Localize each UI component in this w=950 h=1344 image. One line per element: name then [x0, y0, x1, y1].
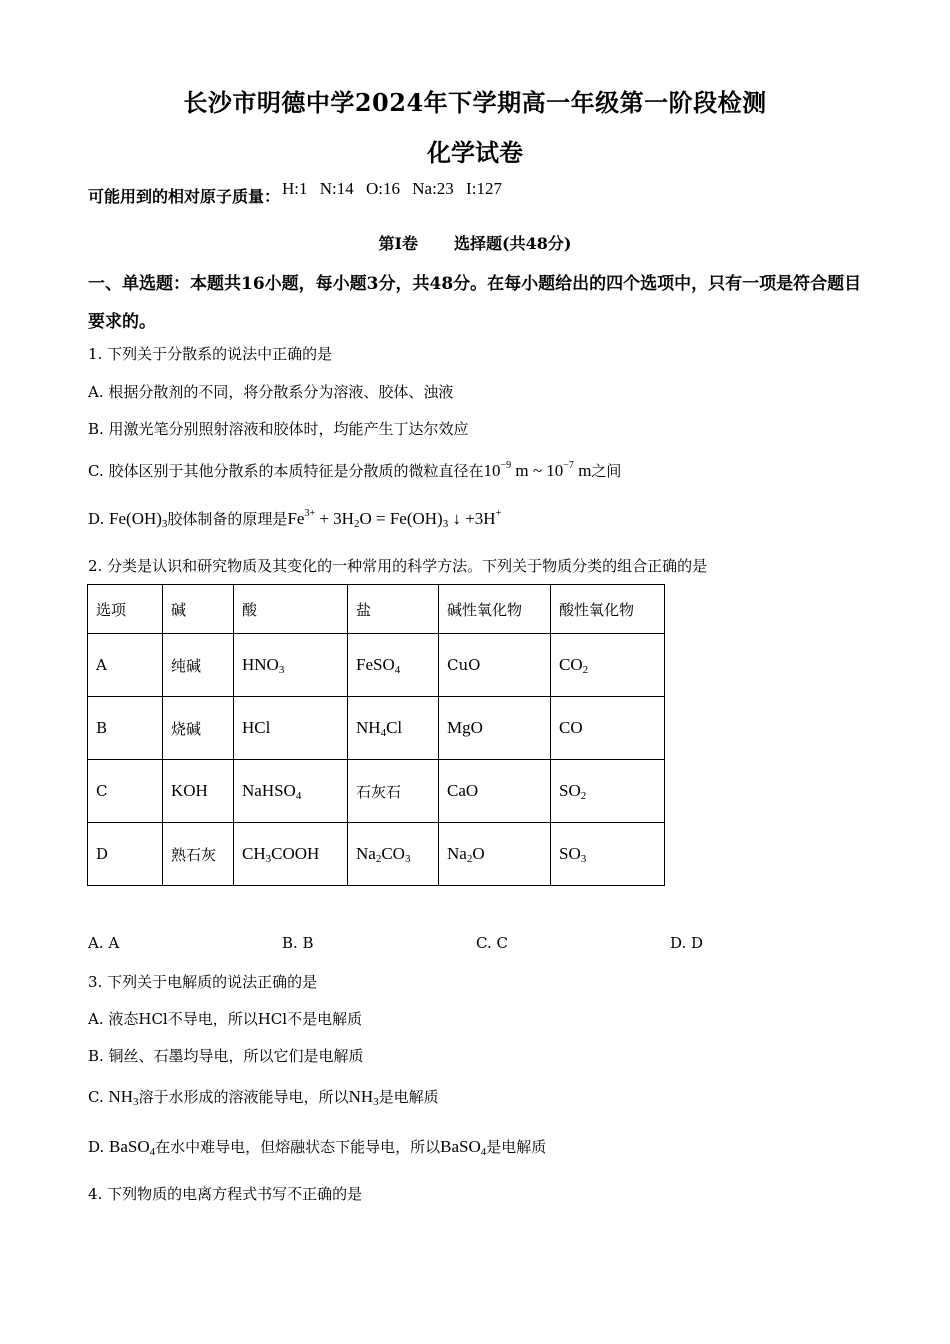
q1-option-d-label: D.	[88, 510, 110, 528]
exam-title: 长沙市明德中学2024年下学期高一年级第一阶段检测	[183, 88, 767, 117]
table-cell: $Na_2O$	[439, 823, 551, 886]
table-cell: 石灰石	[348, 760, 439, 823]
table-cell: 纯碱	[163, 634, 234, 697]
table-cell: CO	[551, 697, 665, 760]
table-cell: $NH_4Cl$	[348, 697, 439, 760]
q3-option-c-text: 溶于水形成的溶液能导电，所以	[138, 1088, 349, 1106]
table-cell: D	[88, 823, 163, 886]
q1-option-c-formula: $10^{-9}$ m ~ $10^{-7}$ m	[483, 460, 592, 480]
table-cell: A	[88, 634, 163, 697]
table-cell: FeSO$_4$	[348, 634, 439, 697]
q1-option-c-suffix: 之间	[591, 462, 622, 480]
q3-option-d-suffix: 是电解质	[486, 1138, 547, 1156]
table-cell: CuO	[439, 634, 551, 697]
q3-option-a: A. 液态HCl不导电，所以HCl不是电解质	[88, 1010, 363, 1028]
q1-option-d	[88, 508, 501, 529]
table-header: 盐	[348, 585, 439, 634]
atomic-masses-values: H:1 N:14 O:16 Na:23 I:127	[282, 179, 502, 198]
q3-option-c-label: C.	[88, 1088, 109, 1106]
table-cell: $CO_2$	[551, 634, 665, 697]
table-cell: 烧碱	[163, 697, 234, 760]
q1-option-c	[88, 460, 621, 481]
table-cell: B	[88, 697, 163, 760]
q2-stem: 2. 分类是认识和研究物质及其变化的一种常用的科学方法。下列关于物质分类的组合正确的是	[88, 557, 708, 575]
q3-option-c	[88, 1086, 439, 1107]
table-row	[88, 823, 665, 886]
q3-stem: 3. 下列关于电解质的说法正确的是	[88, 973, 318, 991]
part-name: 第I卷	[378, 234, 419, 253]
q1-option-a: A. 根据分散剂的不同，将分散系分为溶液、胶体、浊液	[88, 383, 454, 401]
q2-option-b: B. B	[282, 934, 314, 952]
atomic-masses	[88, 179, 502, 207]
q3-option-d	[88, 1136, 546, 1157]
table-row	[88, 697, 665, 760]
table-cell: NaHSO$_4$	[234, 760, 348, 823]
exam-subject: 化学试卷	[427, 138, 523, 167]
q1-option-b: B. 用激光笔分别照射溶液和胶体时，均能产生丁达尔效应	[88, 420, 469, 438]
table-cell: 熟石灰	[163, 823, 234, 886]
q2-option-d: D. D	[670, 934, 704, 952]
q1-option-d-equation: $Fe^{3+} + 3H_2O = Fe(OH)_3$ ↓ +3H+	[287, 508, 502, 530]
table-cell: $HNO_3$	[234, 634, 348, 697]
table-row	[88, 760, 665, 823]
q2-option-a: A. A	[88, 934, 120, 952]
table-header-row	[88, 585, 665, 634]
q4-stem: 4. 下列物质的电离方程式书写不正确的是	[88, 1185, 363, 1203]
table-cell: MgO	[439, 697, 551, 760]
table-header: 碱性氧化物	[439, 585, 551, 634]
q3-option-c-formula: $NH_3$	[108, 1087, 139, 1108]
table-cell: $Na_2CO_3$	[348, 823, 439, 886]
q3-option-d-formula: BaSO$_4$	[109, 1137, 156, 1158]
table-row	[88, 634, 665, 697]
table-cell: $SO_2$	[551, 760, 665, 823]
table-cell: CaO	[439, 760, 551, 823]
section-instructions: 一、单选题：本题共16小题，每小题3分，共48分。在每小题给出的四个选项中，只有一项是符合题目要求的。	[88, 274, 862, 332]
part-title: 选择题(共48分)	[454, 234, 572, 253]
q3-option-d-formula: BaSO$_4$	[440, 1137, 487, 1158]
table-cell: C	[88, 760, 163, 823]
classification-table	[87, 584, 665, 886]
table-header: 选项	[88, 585, 163, 634]
table-cell: HCl	[234, 697, 348, 760]
q3-option-c-suffix: 是电解质	[378, 1088, 439, 1106]
q3-option-b: B. 铜丝、石墨均导电，所以它们是电解质	[88, 1047, 364, 1065]
table-header: 酸性氧化物	[551, 585, 665, 634]
table-cell: $SO_3$	[551, 823, 665, 886]
q1-option-d-formula: $Fe(OH)_3$	[109, 509, 168, 530]
q1-option-d-text: 胶体制备的原理是	[167, 510, 288, 528]
table-cell: $CH_3COOH$	[234, 823, 348, 886]
q1-option-c-text: C. 胶体区别于其他分散系的本质特征是分散质的微粒直径在	[88, 462, 484, 480]
q2-option-c: C. C	[476, 934, 508, 952]
q3-option-c-formula: $NH_3$	[348, 1087, 379, 1108]
q1-stem: 1. 下列关于分散系的说法中正确的是	[88, 345, 333, 363]
table-header: 碱	[163, 585, 234, 634]
q3-option-d-label: D.	[88, 1138, 110, 1156]
q3-option-d-text: 在水中难导电，但熔融状态下能导电，所以	[155, 1138, 441, 1156]
atomic-masses-label: 可能用到的相对原子质量：	[88, 187, 281, 206]
table-cell: KOH	[163, 760, 234, 823]
part-heading	[0, 231, 950, 254]
table-header: 酸	[234, 585, 348, 634]
